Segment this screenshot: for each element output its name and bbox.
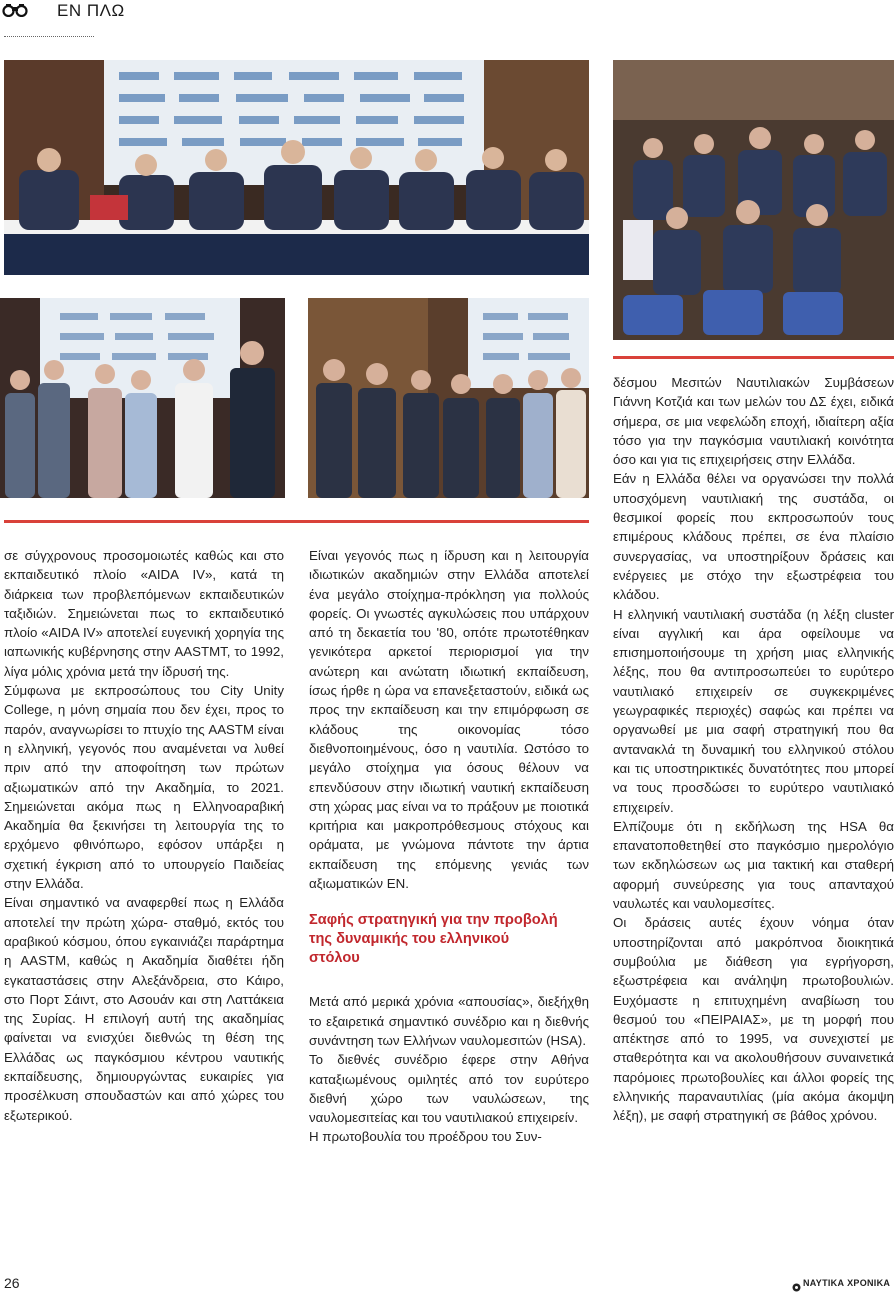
audience-photo [613,60,894,340]
article-column-middle [309,546,589,1147]
article-column-left [4,546,284,1125]
paragraph: δέσμου Μεσιτών Ναυτιλιακών Συμβάσεων Γιάννη Κοτζιά και των μελών του ΔΣ έχει, ειδικά σήμερα, σε μια νεφελώδη εποχή, ιδιαίτερη αξία τόσο για την παγκόσμια ναυτιλιακή κοινότητα όσο και για τις επιχειρήσεις στην Ελλάδα. [613,375,894,468]
ship-wheel-icon [792,1279,801,1297]
header-divider [4,36,94,37]
conference-panel-photo [4,60,589,275]
article-column-right [613,373,894,1126]
paragraph: Ελπίζουμε ότι η εκδήλωση της HSA θα επανατοποθετηθεί στο παγκόσμιο ημερολόγιο των εκδηλώσεων ως μια τακτική και σταθερή αφορμή συνεύρεσης για τους απανταχού ναυλωτές και ναυλομεσίτες. [613,818,894,912]
paragraph: Η ελληνική ναυτιλιακή συστάδα (η λέξη cluster είναι αγγλική και άρα οφείλουμε να επισημοποιήσουμε τη χρήση μιας ελληνικής λέξης, που θα αντιπροσωπεύει το ευρύτερο ναυτιλιακό επιχειρείν σε συγκεκριμένες γεωγραφικές περιοχές) σαφώς και πρέπει να οργανωθεί με μια σαφή στρατηγική που θα αντανακλά τη δυναμική του ελληνικού στόλου και τις υποστηρικτικές δυνατότητες που μπορεί να τους προσδώσει το ευρύτερο ναυτιλιακό επιχειρείν. [613,606,894,815]
paragraph: Η πρωτοβουλία του προέδρου του Συν- [309,1129,542,1145]
paragraph: Σύμφωνα με εκπροσώπους του City Unity College, η μόνη σημαία που δεν έχει, προς το παρόν, αναγνωρίσει το πτυχίο της AASTM είναι η ελληνική, γεγονός που αναμένεται να λυθεί πριν από την αποφοίτηση των πρώτων αξιωματικών από την Ακαδημία, το 2021. Σημειώνεται ακόμα πως η Ελληνοαραβική Ακαδημία θα ξεκινήσει τη λειτουργία της το ερχόμενο φθινόπωρο, εφόσον υπάρξει η σχετική έγκριση από το υπουργείο Παιδείας στην Ελλάδα. [4,683,284,892]
accent-rule-right [613,356,894,359]
brand-name: ΝΑΥΤΙΚΑ ΧΡΟΝΙΚΑ [803,1278,891,1288]
paragraph: Το διεθνές συνέδριο έφερε στην Αθήνα καταξιωμένους ομιλητές από τον ευρύτερο διεθνή χώρο των ναυλώσεων, της ναυλομεσιτείας και του ναυτιλιακού επιχειρείν. [309,1052,589,1126]
binoculars-icon [2,3,28,17]
paragraph: Μετά από μερικά χρόνια «απουσίας», διεξήχθη το εξαιρετικά σημαντικό συνέδριο και η διεθνής συνάντηση των Ελλήνων ναυλομεσιτών (HSA). [309,994,589,1048]
group-photo-right [308,298,589,498]
subheading: Σαφής στρατηγική για την προβολή της δυναμικής του ελληνικού στόλου [309,912,558,967]
paragraph: Είναι σημαντικό να αναφερθεί πως η Ελλάδα αποτελεί την πρώτη χώρα- σταθμό, εκτός του αραβικού κόσμου, όπου εγκαινιάζει παράρτημα η AASTM, καθώς η Ακαδημία διαθέτει ήδη εγκαταστάσεις στην Αλεξάνδρεια, στο Κάιρο, στο Πορτ Σάιντ, στο Ασουάν και στη Λαττάκεια της Συρίας. Η επιλογή αυτή της ακαδημίας φαίνεται να ενισχύει διεθνώς τη θέση της Ελλάδας ως παγκόσμιου κέντρου ναυτικής εκπαίδευσης, δημιουργώντας ευκαιρίες για προσέλκυση σπουδαστών και από χώρες του εξωτερικού. [4,895,284,1123]
section-header [0,0,300,24]
group-photo-left [0,298,285,498]
paragraph: σε σύγχρονους προσομοιωτές καθώς και στο εκπαιδευτικό πλοίο «AIDA IV», κατά τη διάρκεια των προβλεπόμενων εκπαιδευτικών ταξιδιών. Σημειώνεται πως το εκπαιδευτικό πλοίο «AIDA IV» αποτελεί ευγενική χορηγία της ιαπωνικής κυβέρνησης στην AASTMT, το 1992, λίγα μόλις χρόνια μετά την ίδρυσή της. [4,548,284,679]
paragraph: Οι δράσεις αυτές έχουν νόημα όταν υποστηρίζονται από μακρόπνοα διοικητικά συμβούλια με διάθεση για εγρήγορση, εξωστρέφεια και ανάληψη πρωτοβουλιών. Ευχόμαστε η επιτυχημένη αναβίωση του θεσμού του «ΠΕΙΡΑΙΑΣ», με τη μορφή που απέκτησε από το 1995, να συνεχιστεί με σταθερότητα και να ακολουθήσουν συναινετικά παρόμοιες πρωτοβουλίες και άλλοι φορείς της ελληνικής παραναυτιλίας (μία ακόμα άκομψη λέξη), με σαφή στρατηγική σε βάθος χρόνου. [613,915,894,1124]
section-title: ΕΝ ΠΛΩ [57,1,125,20]
paragraph: Είναι γεγονός πως η ίδρυση και η λειτουργία ιδιωτικών ακαδημιών στην Ελλάδα αποτελεί ένα μεγάλο στοίχημα-πρόκληση για πολλούς φορείς. Οι γνωστές αγκυλώσεις που υπάρχουν από τη δεκαετία του '80, οπότε πρωτοτέθηκαν γενικότερα αρκετοί περιορισμοί για την ανώτερη και ανώτατη ιδιωτική εκπαίδευση, ίσως ήρθε η ώρα να επανεξεταστούν, ειδικά ως προς την εκπαίδευση και την επιμόρφωση σε κλάδους της οικονομίας τόσο διεθνοποιημένους, όσο η ναυτιλία. Ωστόσο το μεγάλο στοίχημα για όσους θέλουν να επενδύσουν στην ιδιωτική ναυτική εκπαίδευση στη χώρας μας είναι να το πράξουν με ποιοτικά κριτήρια και μακροπρόθεσμους στόχους και οράματα, με γνώμονα πάντοτε την άρτια εκπαίδευση της επόμενης γενιάς των αξιωματικών ΕΝ. [309,548,589,892]
paragraph: Εάν η Ελλάδα θέλει να οργανώσει την πολλά υποσχόμενη ναυτιλιακή της συστάδα, οι θεσμικοί φορείς που εκπροσωπούν τους επιμέρους κλάδους πρέπει, σε ένα πλαίσιο συνεργασίας, να υποστηρίξουν δράσεις και ενέργειες με στόχο την εξωστρέφεια του κλάδου. [613,471,894,603]
brand-logo [792,1278,894,1290]
accent-rule-left [4,520,589,523]
page-number: 26 [4,1275,20,1291]
